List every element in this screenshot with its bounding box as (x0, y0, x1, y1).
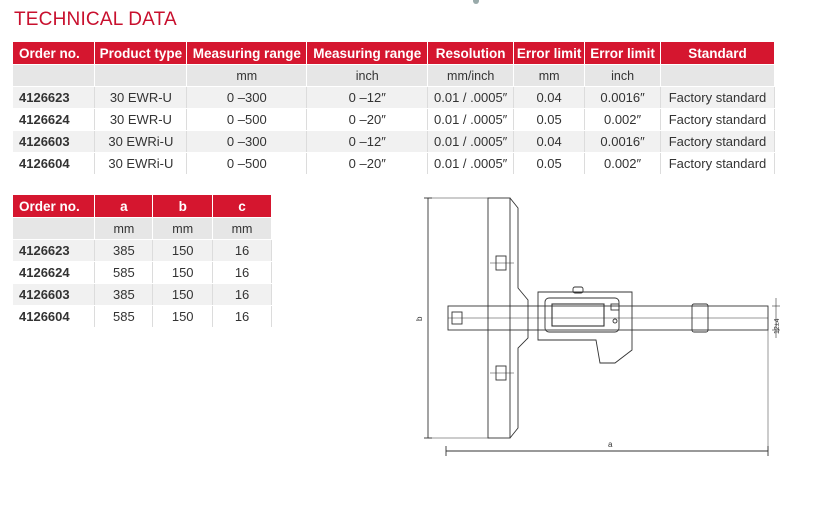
table-cell: Factory standard (661, 131, 775, 153)
table-cell: 0.002″ (585, 109, 661, 131)
col-header-standard: Standard (661, 42, 775, 65)
order-no-cell: 4126624 (13, 262, 95, 284)
table-cell: 30 EWRi-U (95, 131, 187, 153)
order-no-cell: 4126603 (13, 284, 95, 306)
col-header-b: b (153, 195, 213, 218)
page-title: TECHNICAL DATA (14, 9, 177, 30)
top-marker (473, 0, 479, 4)
table-row (13, 306, 272, 328)
table-header-row (13, 195, 272, 218)
table-cell: 150 (153, 240, 213, 262)
table-cell: 30 EWRi-U (95, 153, 187, 175)
table-cell: 150 (153, 262, 213, 284)
unit-row (13, 65, 775, 87)
table-row (13, 109, 775, 131)
table-cell: 0 –300 (187, 131, 307, 153)
dimension-b-label: b (415, 316, 424, 321)
table-cell: 0 –12″ (307, 87, 428, 109)
button-icon (613, 319, 617, 323)
table-cell: 0.05 (514, 153, 585, 175)
dimension-c-label: 12±4 (774, 318, 781, 334)
display-housing (545, 298, 619, 332)
table-cell: 0.01 / .0005″ (428, 153, 514, 175)
table-cell: 585 (95, 262, 153, 284)
caliper-slider (538, 292, 632, 363)
table-header-row (13, 42, 775, 65)
table-cell: 30 EWR-U (95, 87, 187, 109)
table-cell: 16 (213, 306, 272, 328)
table-row (13, 153, 775, 175)
unit-cell (661, 65, 775, 87)
unit-cell (95, 65, 187, 87)
table-cell: 0.05 (514, 109, 585, 131)
table-cell: 0.04 (514, 87, 585, 109)
table-row (13, 284, 272, 306)
table-cell: Factory standard (661, 109, 775, 131)
order-no-cell: 4126604 (13, 306, 95, 328)
table-cell: 0 –12″ (307, 131, 428, 153)
col-header-c: c (213, 195, 272, 218)
order-no-cell: 4126603 (13, 131, 95, 153)
col-header-resolution: Resolution (428, 42, 514, 65)
depth-caliper-drawing (410, 188, 790, 458)
table-cell: 0.01 / .0005″ (428, 87, 514, 109)
col-header-order-no: Order no. (13, 42, 95, 65)
col-header-error-limit-inch: Error limit (585, 42, 661, 65)
dimension-a-label: a (608, 440, 613, 449)
table-cell: 0.01 / .0005″ (428, 131, 514, 153)
table-cell: 585 (95, 306, 153, 328)
table-cell: 0.01 / .0005″ (428, 109, 514, 131)
table-cell: 0 –300 (187, 87, 307, 109)
col-header-error-limit-mm: Error limit (514, 42, 585, 65)
unit-cell: mm (187, 65, 307, 87)
table-row (13, 240, 272, 262)
table-cell: 16 (213, 284, 272, 306)
unit-cell: mm (153, 218, 213, 240)
col-header-order-no: Order no. (13, 195, 95, 218)
table-cell: 0 –500 (187, 153, 307, 175)
dimensions-table (13, 195, 272, 328)
table-cell: 0 –20″ (307, 109, 428, 131)
unit-cell: mm (213, 218, 272, 240)
button-icon (611, 304, 619, 310)
unit-cell (13, 218, 95, 240)
order-no-cell: 4126623 (13, 240, 95, 262)
table-cell: 0.0016″ (585, 87, 661, 109)
col-header-product-type: Product type (95, 42, 187, 65)
table-cell: 0 –20″ (307, 153, 428, 175)
table-cell: 0.0016″ (585, 131, 661, 153)
table-cell: 30 EWR-U (95, 109, 187, 131)
order-no-cell: 4126604 (13, 153, 95, 175)
order-no-cell: 4126624 (13, 109, 95, 131)
table-cell: 150 (153, 306, 213, 328)
table-cell: Factory standard (661, 87, 775, 109)
table-cell: Factory standard (661, 153, 775, 175)
order-no-cell: 4126623 (13, 87, 95, 109)
unit-cell: mm/inch (428, 65, 514, 87)
table-cell: 0 –500 (187, 109, 307, 131)
unit-cell: inch (307, 65, 428, 87)
col-header-measuring-range-inch: Measuring range (307, 42, 428, 65)
table-row (13, 262, 272, 284)
unit-cell: mm (514, 65, 585, 87)
table-cell: 16 (213, 240, 272, 262)
table-row (13, 87, 775, 109)
table-cell: 0.04 (514, 131, 585, 153)
col-header-a: a (95, 195, 153, 218)
unit-cell: mm (95, 218, 153, 240)
table-cell: 150 (153, 284, 213, 306)
technical-data-table (13, 42, 775, 175)
col-header-measuring-range-mm: Measuring range (187, 42, 307, 65)
unit-row (13, 218, 272, 240)
table-cell: 0.002″ (585, 153, 661, 175)
unit-cell (13, 65, 95, 87)
unit-cell: inch (585, 65, 661, 87)
lcd-screen (552, 304, 604, 326)
table-cell: 385 (95, 240, 153, 262)
table-row (13, 131, 775, 153)
table-cell: 16 (213, 262, 272, 284)
table-cell: 385 (95, 284, 153, 306)
